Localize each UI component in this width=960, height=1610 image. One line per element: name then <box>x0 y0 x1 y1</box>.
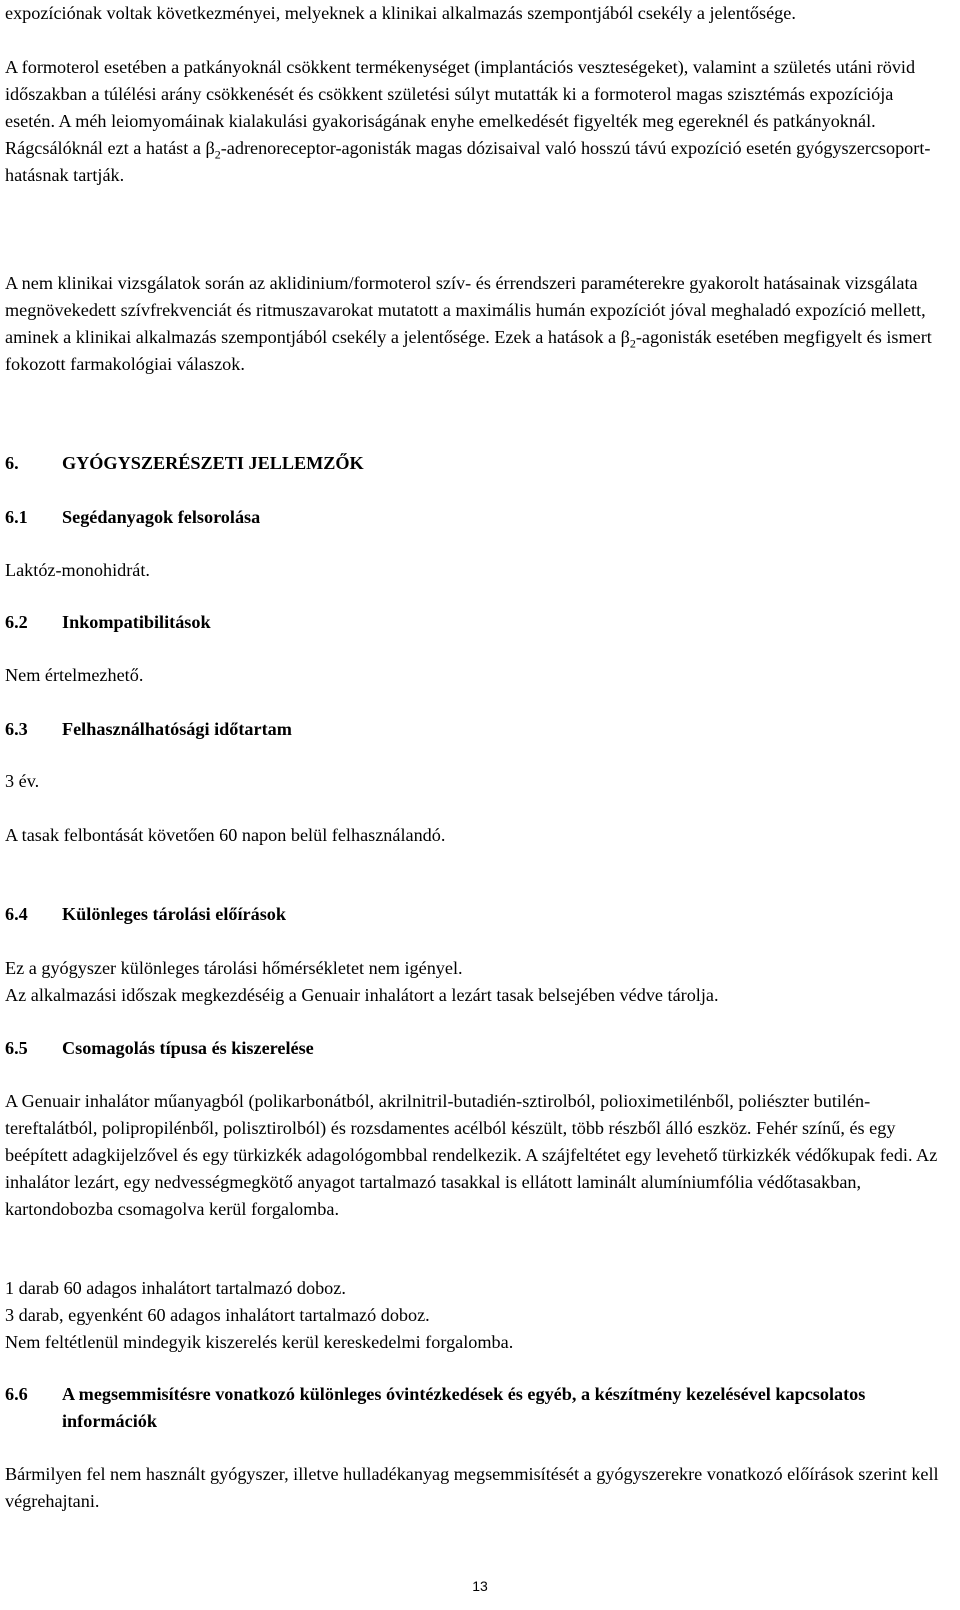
section-6-4-line-1: Ez a gyógyszer különleges tárolási hőmérsékletet nem igényel. <box>5 958 463 978</box>
section-6-heading <box>5 450 940 477</box>
section-title: Felhasználhatósági időtartam <box>62 719 292 739</box>
top-paragraph <box>5 0 940 27</box>
section-6-3-body-1: 3 év. <box>5 771 40 791</box>
pack-list-item: 1 darab 60 adagos inhalátort tartalmazó doboz. <box>5 1278 346 1298</box>
section-6-2-body: Nem értelmezhető. <box>5 665 144 685</box>
section-6-4-line-2: Az alkalmazási időszak megkezdéséig a Genuair inhalátort a lezárt tasak belsejében védve tárolja. <box>5 985 719 1005</box>
section-number: 6.5 <box>5 1038 28 1058</box>
pack-list-item: Nem feltétlenül mindegyik kiszerelés kerül kereskedelmi forgalomba. <box>5 1332 514 1352</box>
section-6-1-heading <box>5 504 940 531</box>
page-number: 13 <box>472 1578 488 1594</box>
nonclinical-text-part2: -agonisták esetében megfigyelt és ismert fokozott farmakológiai válaszok. <box>5 327 932 374</box>
section-number: 6.1 <box>5 507 28 527</box>
section-6-6-heading <box>5 1381 940 1435</box>
beta-subscript: 2 <box>629 336 636 351</box>
section-number: 6.3 <box>5 719 28 739</box>
pack-list-item: 3 darab, egyenként 60 adagos inhalátort tartalmazó doboz. <box>5 1305 430 1325</box>
formoterol-text-part2: -adrenoreceptor-agonisták magas dózisaival való hosszú távú expozíció esetén gyógyszercsoport-hatásnak tartják. <box>5 138 931 185</box>
section-number: 6. <box>5 453 19 473</box>
section-title: Különleges tárolási előírások <box>62 904 286 924</box>
section-title: Csomagolás típusa és kiszerelése <box>62 1038 314 1058</box>
section-title: Inkompatibilitások <box>62 612 211 632</box>
section-6-4-heading <box>5 901 940 928</box>
section-6-6-body: Bármilyen fel nem használt gyógyszer, illetve hulladékanyag megsemmisítését a gyógyszerekre vonatkozó előírások szerint kell végrehajtani. <box>5 1464 939 1511</box>
section-6-5-body: A Genuair inhalátor műanyagból (polikarbonátból, akrilnitril-butadién-sztirolból, polioximetilénből, poliészter butilén-tereftalátból, polipropilénből, polisztirolból) és rozsdamentes acélból készült, több részből álló eszköz. Fehér színű, és egy beépített adagkijelzővel és egy türkizkék adagológombbal rendelkezik. A szájfeltétet egy levehető türkizkék védőkupak fedi. Az inhalátor lezárt, egy nedvességmegkötő anyagot tartalmazó tasakkal is ellátott laminált alumíniumfólia védőtasakban, kartondobozba csomagolva kerül forgalomba. <box>5 1091 938 1219</box>
section-number: 6.6 <box>5 1384 28 1404</box>
section-title: GYÓGYSZERÉSZETI JELLEMZŐK <box>62 453 364 473</box>
section-6-3-heading <box>5 716 940 743</box>
section-title: A megsemmisítésre vonatkozó különleges óvintézkedések és egyéb, a készítmény kezelésével kapcsolatos információk <box>62 1384 866 1431</box>
section-6-2-heading <box>5 609 940 636</box>
section-title: Segédanyagok felsorolása <box>62 507 261 527</box>
section-number: 6.4 <box>5 904 28 924</box>
nonclinical-paragraph <box>5 270 940 378</box>
formoterol-text-part1: A formoterol esetében a patkányoknál csökkent termékenységet (implantációs veszteségeket), valamint a születés utáni rövid időszakban a túlélési arány csökkenését és csökkent születési súlyt mutatták ki a formoterol magas szisztémás expozíciója esetén. A méh leiomyomáinak kialakulási gyakoriságának enyhe emelkedését figyelték meg egereknél és patkányoknál. Rágcsálóknál ezt a hatást a β <box>5 57 916 158</box>
section-6-5-heading <box>5 1035 940 1062</box>
top-paragraph-text: expozíciónak voltak következményei, melyeknek a klinikai alkalmazás szempontjából csekély a jelentősége. <box>5 3 796 23</box>
section-6-3-body-2: A tasak felbontását követően 60 napon belül felhasználandó. <box>5 825 446 845</box>
section-6-1-body: Laktóz-monohidrát. <box>5 560 150 580</box>
section-number: 6.2 <box>5 612 28 632</box>
formoterol-paragraph <box>5 54 940 189</box>
beta-subscript: 2 <box>214 147 221 162</box>
nonclinical-text-part1: A nem klinikai vizsgálatok során az aklidinium/formoterol szív- és érrendszeri paraméterekre gyakorolt hatásainak vizsgálata megnövekedett szívfrekvenciát és ritmuszavarokat mutatott a maximális humán expozíciót jóval meghaladó expozíció mellett, aminek a klinikai alkalmazás szempontjából csekély a jelentősége. Ezek a hatások a β <box>5 273 926 347</box>
